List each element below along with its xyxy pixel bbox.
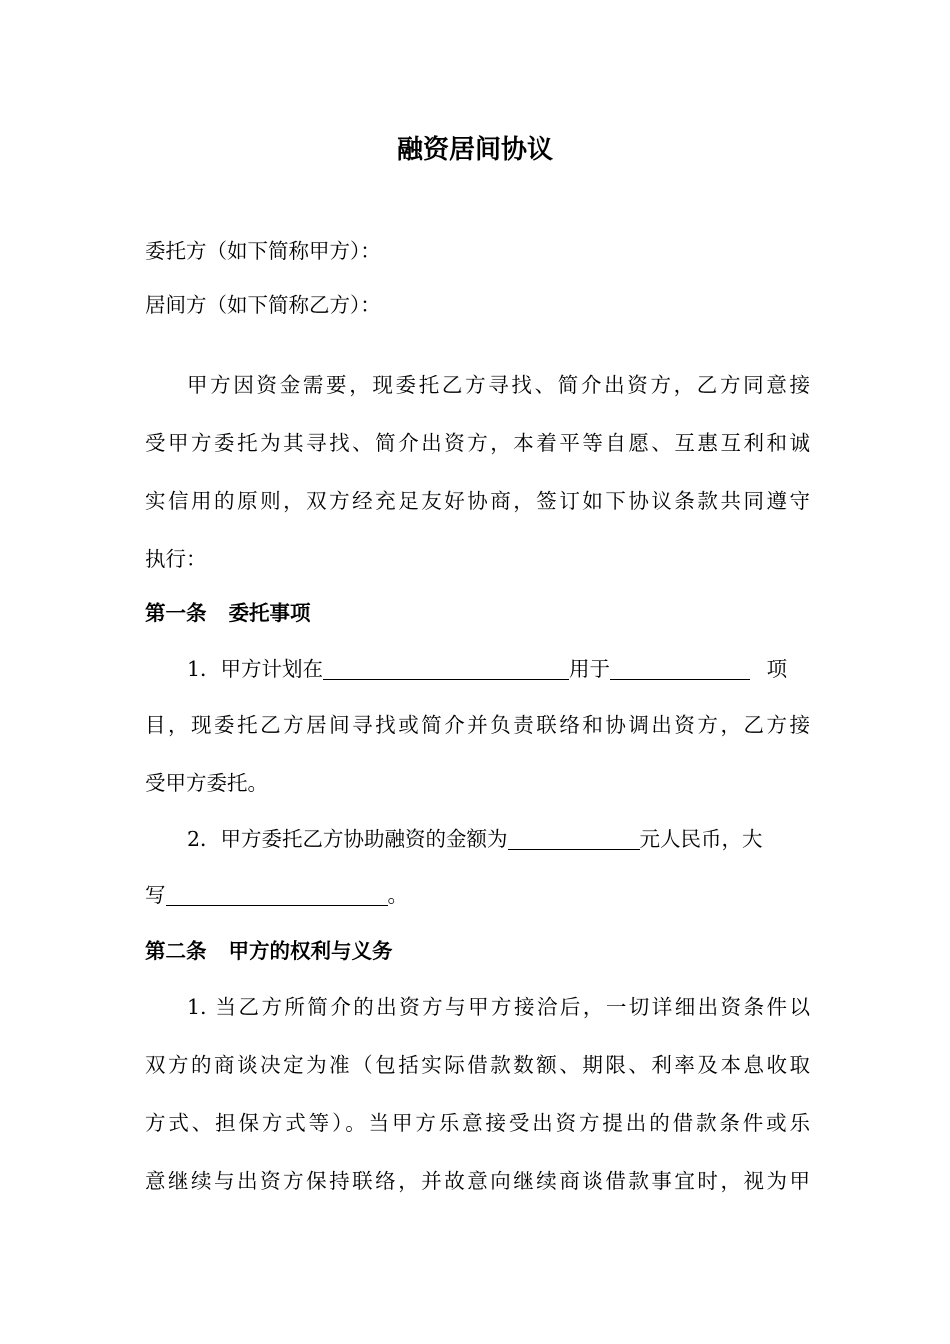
party-a-label: 委托方（如下简称甲方）： (145, 239, 381, 263)
article-1-item-2-line-2 (145, 880, 810, 910)
item-text: 写 (145, 883, 166, 907)
article-1-heading (145, 598, 810, 628)
article-2-heading (145, 936, 810, 966)
document-title: 融资居间协议 (396, 135, 553, 165)
party-b-label: 居间方（如下简称乙方）： (145, 293, 381, 317)
item-text: 1．甲方计划在 (187, 657, 324, 681)
article-1-number: 第一条 (145, 601, 207, 625)
article-1-title: 委托事项 (228, 601, 311, 625)
article-2-item-1-line-4: 意继续与出资方保持联络，并故意向继续商谈借款事宜时，视为甲 (145, 1169, 810, 1193)
article-1-item-1-line-1 (145, 654, 810, 684)
article-2-item-1-line-1: 1. 当乙方所简介的出资方与甲方接洽后，一切详细出资条件以 (187, 995, 810, 1019)
purpose-blank (610, 657, 750, 680)
article-2-item-1-line-2: 双方的商谈决定为准（包括实际借款数额、期限、利率及本息收取 (145, 1053, 810, 1077)
article-2-number: 第二条 (145, 939, 207, 963)
intro-line-4: 执行： (145, 547, 207, 571)
intro-line-2: 受甲方委托为其寻找、简介出资方，本着平等自愿、互惠互利和诚 (145, 431, 810, 455)
item-text: 元人民币，大 (639, 827, 763, 851)
intro-line-3: 实信用的原则，双方经充足友好协商，签订如下协议条款共同遵守 (145, 489, 810, 513)
article-2-title: 甲方的权利与义务 (228, 939, 393, 963)
item-text: 2．甲方委托乙方协助融资的金额为 (187, 827, 508, 851)
item-text: 项 (760, 657, 788, 681)
location-blank (323, 657, 569, 680)
article-1-item-1-line-3: 受甲方委托。 (145, 771, 268, 795)
item-text: 用于 (569, 657, 611, 681)
intro-line-1: 甲方因资金需要，现委托乙方寻找、简介出资方，乙方同意接 (187, 373, 810, 397)
article-1-item-2-line-1 (145, 824, 810, 854)
amount-blank (508, 827, 640, 850)
article-1-item-1-line-2: 目，现委托乙方居间寻找或简介并负责联络和协调出资方，乙方接 (145, 713, 810, 737)
item-text: 。 (387, 883, 408, 907)
article-2-item-1-line-3: 方式、担保方式等）。当甲方乐意接受出资方提出的借款条件或乐 (145, 1111, 810, 1135)
amount-in-words-blank (166, 883, 388, 906)
